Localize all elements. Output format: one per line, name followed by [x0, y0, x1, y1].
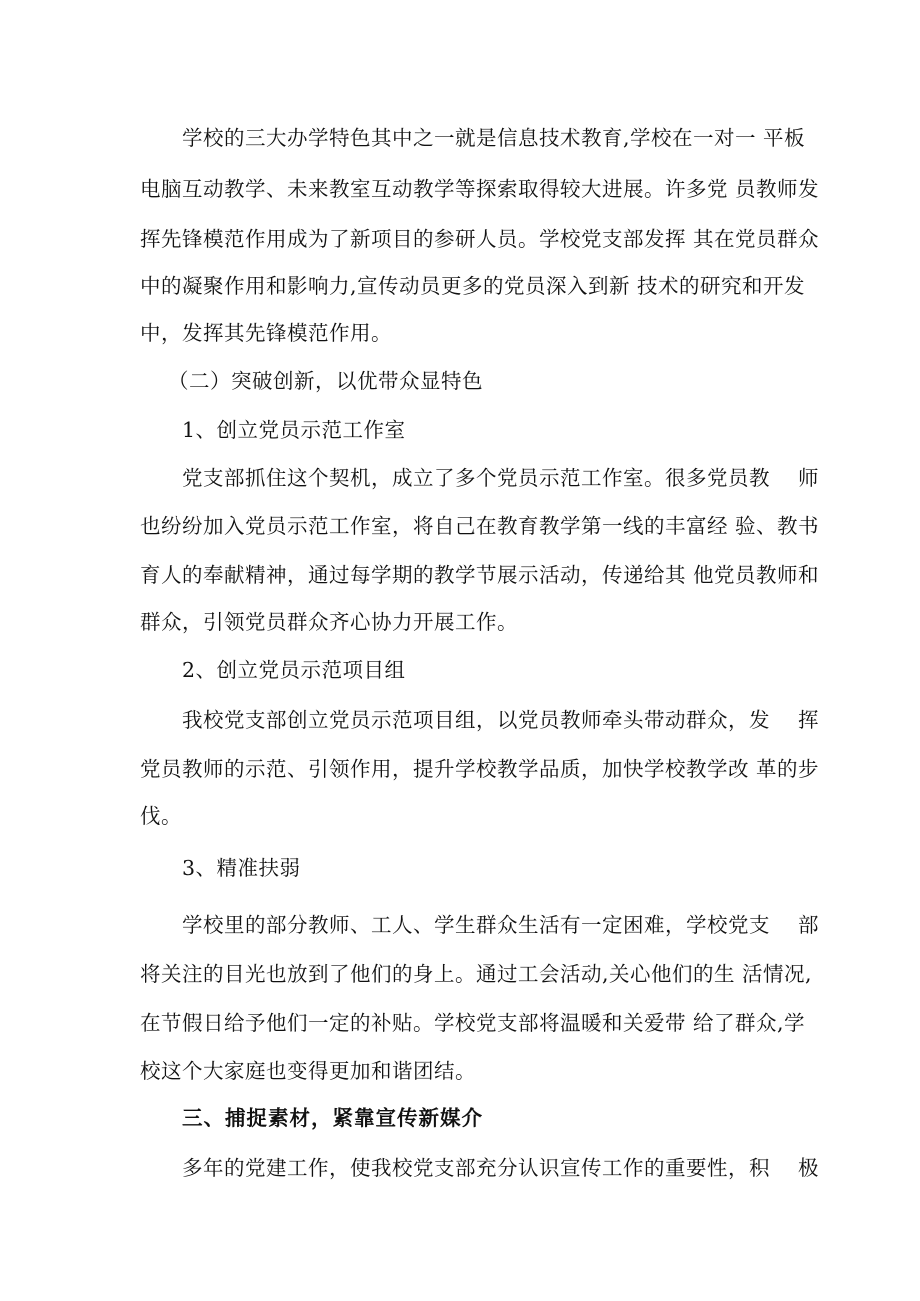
paragraph-1-line-5: 中，发挥其先锋模范作用。 [140, 321, 392, 345]
paragraph-2-line-4: 群众，引领党员群众齐心协力开展工作。 [140, 610, 518, 634]
subheading-2: 2、创立党员示范项目组 [182, 658, 406, 682]
paragraph-1-line-3: 挥先锋模范作用成为了新项目的参研人员。学校党支部发挥 其在党员群众 [140, 227, 820, 251]
paragraph-4-line-4: 校这个大家庭也变得更加和谐团结。 [140, 1059, 476, 1083]
paragraph-1-line-1: 学校的三大办学特色其中之一就是信息技术教育,学校在一对一 平板 [182, 126, 806, 150]
paragraph-4-line-1: 学校里的部分教师、工人、学生群众生活有一定困难，学校党支 部 [182, 913, 820, 937]
paragraph-4-line-2: 将关注的目光也放到了他们的身上。通过工会活动,关心他们的生 活情况, [140, 962, 813, 986]
paragraph-3-line-2: 党员教师的示范、引领作用，提升学校教学品质，加快学校教学改 革的步 [140, 757, 820, 781]
subheading-1: 1、创立党员示范工作室 [182, 418, 406, 442]
paragraph-5-line-1: 多年的党建工作，使我校党支部充分认识宣传工作的重要性，积 极 [182, 1156, 820, 1180]
section-heading-3: 三、捕捉素材，紧靠宣传新媒介 [182, 1106, 483, 1130]
paragraph-1-line-2: 电脑互动教学、未来教室互动教学等探索取得较大进展。许多党 员教师发 [140, 177, 820, 201]
paragraph-2-line-2: 也纷纷加入党员示范工作室，将自己在教育教学第一线的丰富经 验、教书 [140, 514, 820, 538]
paragraph-2-line-1: 党支部抓住这个契机，成立了多个党员示范工作室。很多党员教 师 [182, 466, 820, 490]
paragraph-1-line-4: 中的凝聚作用和影响力,宣传动员更多的党员深入到新 技术的研究和开发 [140, 274, 806, 298]
paragraph-4-line-3: 在节假日给予他们一定的补贴。学校党支部将温暖和关爱带 给了群众,学 [140, 1011, 806, 1035]
paragraph-2-line-3: 育人的奉献精神，通过每学期的教学节展示活动，传递给其 他党员教师和 [140, 563, 820, 587]
paragraph-3-line-1: 我校党支部创立党员示范项目组，以党员教师牵头带动群众，发 挥 [182, 708, 820, 732]
paragraph-3-line-3: 伐。 [140, 804, 182, 828]
subheading-3: 3、精准扶弱 [182, 856, 301, 880]
section-heading-2: （二）突破创新，以优带众显特色 [168, 369, 483, 393]
